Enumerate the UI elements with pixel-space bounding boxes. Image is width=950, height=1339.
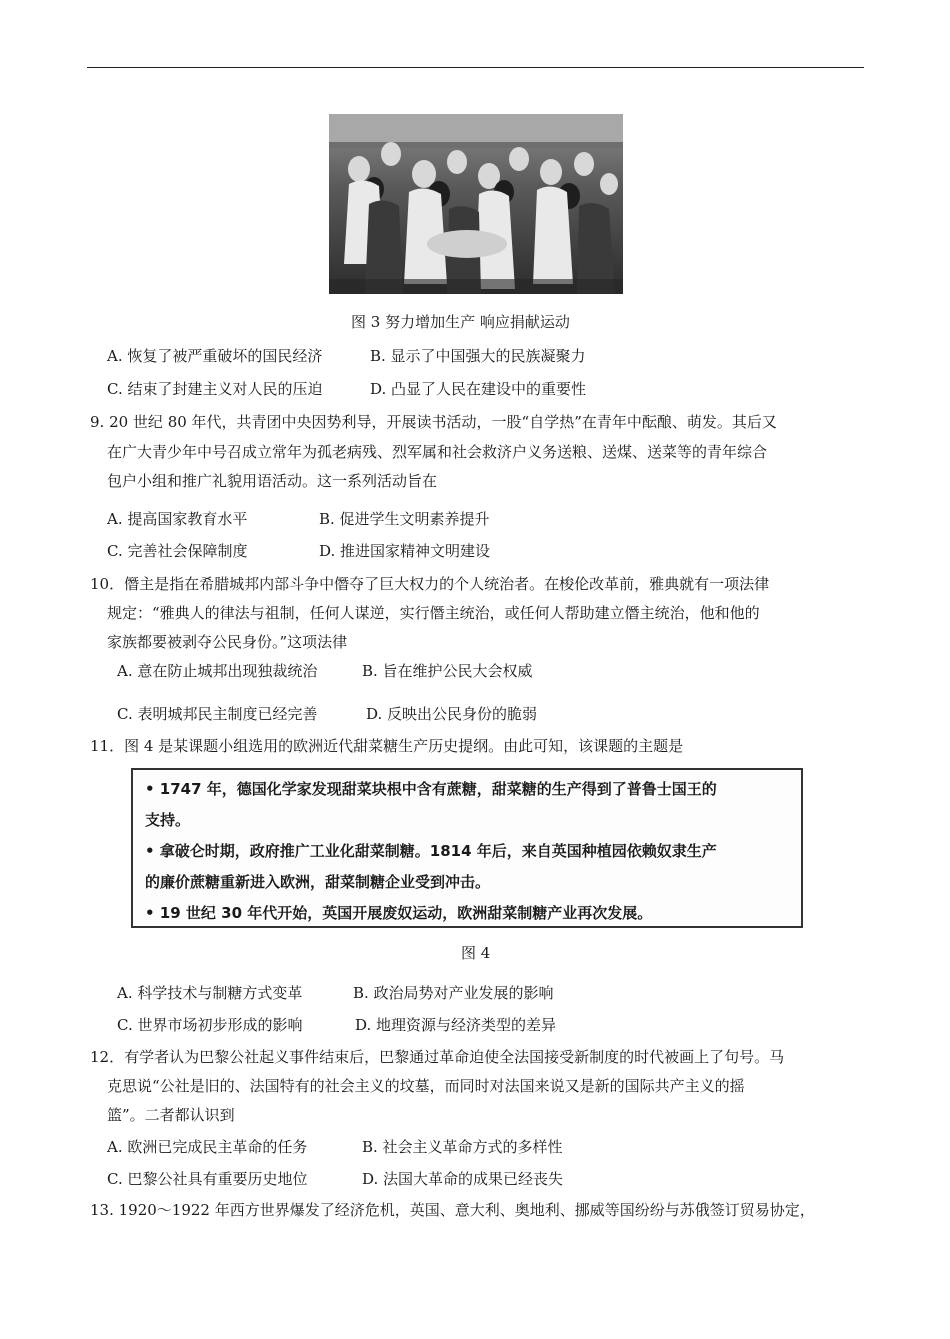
q9-option-a: A. 提高国家教育水平 xyxy=(107,510,248,528)
q12-option-c: C. 巴黎公社具有重要历史地位 xyxy=(107,1170,308,1188)
q10-option-c: C. 表明城邦民主制度已经完善 xyxy=(117,705,318,723)
q12-option-d: D. 法国大革命的成果已经丧失 xyxy=(362,1170,564,1188)
q9-option-c: C. 完善社会保障制度 xyxy=(107,542,248,560)
q11-option-d: D. 地理资源与经济类型的差异 xyxy=(355,1016,557,1034)
figure4-caption: 图 4 xyxy=(461,944,491,962)
q13-stem-line: 13. 1920～1922 年西方世界爆发了经济危机，英国、意大利、奥地利、挪威等国纷纷与苏俄签订贸易协定， xyxy=(90,1201,815,1219)
q8-option-b: B. 显示了中国强大的民族凝聚力 xyxy=(370,347,586,365)
q12-stem-line: 篮”。二者都认识到 xyxy=(107,1106,235,1124)
q12-option-b: B. 社会主义革命方式的多样性 xyxy=(362,1138,563,1156)
figure3-caption: 图 3 努力增加生产 响应捐献运动 xyxy=(351,313,570,331)
figure4-outline-box xyxy=(131,768,803,928)
q10-stem-line: 家族都要被剥夺公民身份。”这项法律 xyxy=(107,633,348,651)
q12-stem-line: 12．有学者认为巴黎公社起义事件结束后，巴黎通过革命迫使全法国接受新制度的时代被画上了句号。马 xyxy=(90,1048,785,1066)
q12-option-a: A. 欧洲已完成民主革命的任务 xyxy=(107,1138,308,1156)
figure4-line: • 1747 年，德国化学家发现甜菜块根中含有蔗糖，甜菜糖的生产得到了普鲁士国王的 xyxy=(145,780,717,798)
q12-stem-line: 克思说“公社是旧的、法国特有的社会主义的坟墓，而同时对法国来说又是新的国际共产主义的摇 xyxy=(107,1077,745,1095)
figure4-line: • 19 世纪 30 年代开始，英国开展废奴运动，欧洲甜菜制糖产业再次发展。 xyxy=(145,904,653,922)
q8-option-a: A. 恢复了被严重破坏的国民经济 xyxy=(107,347,323,365)
q8-option-c: C. 结束了封建主义对人民的压迫 xyxy=(107,380,323,398)
q9-option-d: D. 推进国家精神文明建设 xyxy=(319,542,491,560)
q10-option-b: B. 旨在维护公民大会权威 xyxy=(362,662,533,680)
q10-option-a: A. 意在防止城邦出现独裁统治 xyxy=(117,662,318,680)
q10-stem-line: 10．僭主是指在希腊城邦内部斗争中僭夺了巨大权力的个人统治者。在梭伦改革前，雅典就有一项法律 xyxy=(90,575,770,593)
q10-option-d: D. 反映出公民身份的脆弱 xyxy=(366,705,538,723)
q11-stem: 11．图 4 是某课题小组选用的欧洲近代甜菜糖生产历史提纲。由此可知，该课题的主题是 xyxy=(90,737,684,755)
figure4-line: 的廉价蔗糖重新进入欧洲，甜菜制糖企业受到冲击。 xyxy=(145,873,491,891)
q9-stem-line: 包户小组和推广礼貌用语活动。这一系列活动旨在 xyxy=(107,472,438,490)
q9-option-b: B. 促进学生文明素养提升 xyxy=(319,510,490,528)
figure4-line: • 拿破仑时期，政府推广工业化甜菜制糖。1814 年后，来自英国种植园依赖奴隶生产 xyxy=(145,842,717,860)
q11-option-a: A. 科学技术与制糖方式变革 xyxy=(117,984,303,1002)
q8-option-d: D. 凸显了人民在建设中的重要性 xyxy=(370,380,587,398)
q11-option-c: C. 世界市场初步形成的影响 xyxy=(117,1016,303,1034)
q9-stem-line: 9. 20 世纪 80 年代，共青团中央因势利导，开展读书活动，一股“自学热”在青年中酝酿、萌发。其后又 xyxy=(90,413,777,431)
q11-option-b: B. 政治局势对产业发展的影响 xyxy=(353,984,554,1002)
figure3-photo xyxy=(329,114,623,294)
q10-stem-line: 规定：“雅典人的律法与祖制，任何人谋逆，实行僭主统治，或任何人帮助建立僭主统治，他和他的 xyxy=(107,604,760,622)
header-rule xyxy=(87,67,864,68)
q9-stem-line: 在广大青少年中号召成立常年为孤老病残、烈军属和社会救济户义务送粮、送煤、送菜等的青年综合 xyxy=(107,443,768,461)
figure4-line: 支持。 xyxy=(145,811,191,829)
